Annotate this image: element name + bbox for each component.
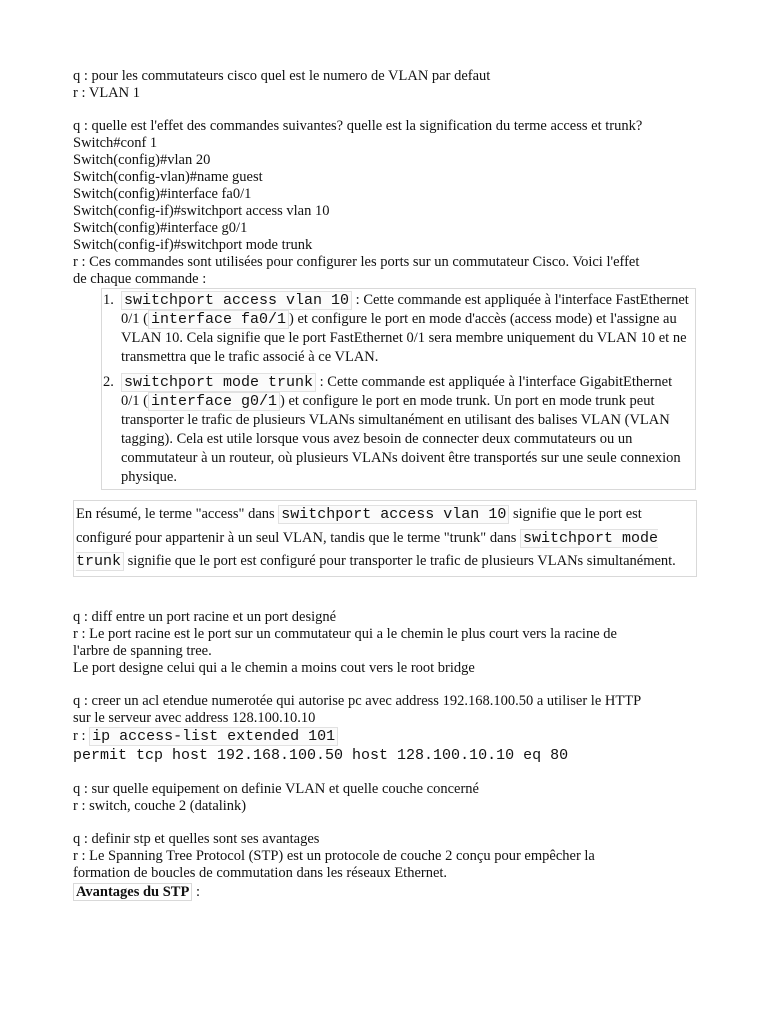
q5-question: q : sur quelle equipement on definie VLAN et quelle couche concerné xyxy=(73,780,479,797)
q4-answer-code-line-1 xyxy=(73,727,703,746)
q3-question: q : diff entre un port racine et un port designé xyxy=(73,608,337,625)
inline-code: switchport mode trunk xyxy=(121,373,316,392)
q2-command-2: Switch(config)#vlan 20 xyxy=(73,152,211,168)
q2-command-6: Switch(config)#interface g0/1 xyxy=(73,220,248,236)
inline-code: interface fa0/1 xyxy=(148,310,289,329)
q6-answer-line-1: r : Le Spanning Tree Protocol (STP) est un protocole de couche 2 conçu pour empêcher la xyxy=(73,847,595,864)
inline-code: ip access-list extended 101 xyxy=(89,727,338,746)
q1-answer: r : VLAN 1 xyxy=(73,85,140,101)
list-item-text: : Cette commande est appliquée à l'interface GigabitEthernet 0/1 ( xyxy=(121,374,673,409)
q4-answer-code-line-2: permit tcp host 192.168.100.50 host 128.100.10.10 eq 80 xyxy=(73,746,569,764)
q1-question: q : pour les commutateurs cisco quel est le numero de VLAN par defaut xyxy=(73,68,491,84)
q3-answer-line-2: l'arbre de spanning tree. xyxy=(73,642,212,659)
advantages-heading: Avantages du STP xyxy=(73,883,192,901)
summary-box xyxy=(73,500,697,577)
list-item-number: 2. xyxy=(103,374,114,390)
q2-command-4: Switch(config)#interface fa0/1 xyxy=(73,186,252,202)
q2-command-1: Switch#conf 1 xyxy=(73,135,158,151)
answer-prefix: r : xyxy=(73,727,90,744)
summary-text: signifie que le port est configuré pour appartenir à un seul VLAN, tandis que le terme "trunk" dans xyxy=(76,506,642,546)
summary-text: En résumé, le terme "access" dans xyxy=(76,506,279,522)
list-item-body xyxy=(121,291,695,367)
q4-question-line-1: q : creer un acl etendue numerotée qui autorise pc avec address 192.168.100.50 a utiliser le HTTP xyxy=(73,692,642,709)
list-item xyxy=(102,373,695,487)
q2-answer-line-1: r : Ces commandes sont utilisées pour configurer les ports sur un commutateur Cisco. Voici l'effet xyxy=(73,254,640,270)
q4-question-line-2: sur le serveur avec address 128.100.10.10 xyxy=(73,709,316,726)
q2-command-7: Switch(config-if)#switchport mode trunk xyxy=(73,237,313,253)
q6-advantages xyxy=(73,882,703,902)
q5-answer: r : switch, couche 2 (datalink) xyxy=(73,797,247,814)
advantages-suffix: : xyxy=(192,883,200,900)
inline-code: interface g0/1 xyxy=(148,392,280,411)
list-item-body xyxy=(121,373,695,487)
list-item-number: 1. xyxy=(103,292,114,308)
document-page xyxy=(73,68,703,902)
list-item-text: ) et configure le port en mode trunk. Un port en mode trunk peut transporter le trafic de plusieurs VLANs simultanément en utilisant des balises VLAN (VLAN tagging). Cela est utile lorsque vous avez besoin de connecter deux commutateurs ou un commutateur à un routeur, où plusieurs VLANs doivent être transportés sur une seule connexion physique. xyxy=(121,393,681,485)
inline-code: switchport access vlan 10 xyxy=(121,291,352,310)
q6-question: q : definir stp et quelles sont ses avantages xyxy=(73,830,320,847)
command-list xyxy=(101,288,696,490)
q2-command-3: Switch(config-vlan)#name guest xyxy=(73,169,263,185)
summary-text: signifie que le port est configuré pour transporter le trafic de plusieurs VLANs simultanément. xyxy=(124,553,676,569)
inline-code: switchport access vlan 10 xyxy=(278,505,509,524)
q2-question: q : quelle est l'effet des commandes suivantes? quelle est la signification du terme access et trunk? xyxy=(73,118,643,134)
q2-answer-line-2: de chaque commande : xyxy=(73,271,207,287)
q3-answer-line-3: Le port designe celui qui a le chemin a moins cout vers le root bridge xyxy=(73,659,475,676)
q6-answer-line-2: formation de boucles de commutation dans les réseaux Ethernet. xyxy=(73,864,448,881)
list-item xyxy=(102,291,695,367)
list-item-text: ) et configure le port en mode d'accès (access mode) et l'assigne au VLAN 10. Cela signifie que le port FastEthernet 0/1 sera membre uniquement du VLAN 10 et ne transmettra que le trafic associé à ce VLAN. xyxy=(121,311,687,365)
list-item-text: : Cette commande est appliquée à l'interface FastEthernet 0/1 ( xyxy=(121,292,689,327)
q2-command-5: Switch(config-if)#switchport access vlan 10 xyxy=(73,203,330,219)
inline-code: switchport mode trunk xyxy=(76,529,659,570)
q3-answer-line-1: r : Le port racine est le port sur un commutateur qui a le chemin le plus court vers la racine de xyxy=(73,625,617,642)
